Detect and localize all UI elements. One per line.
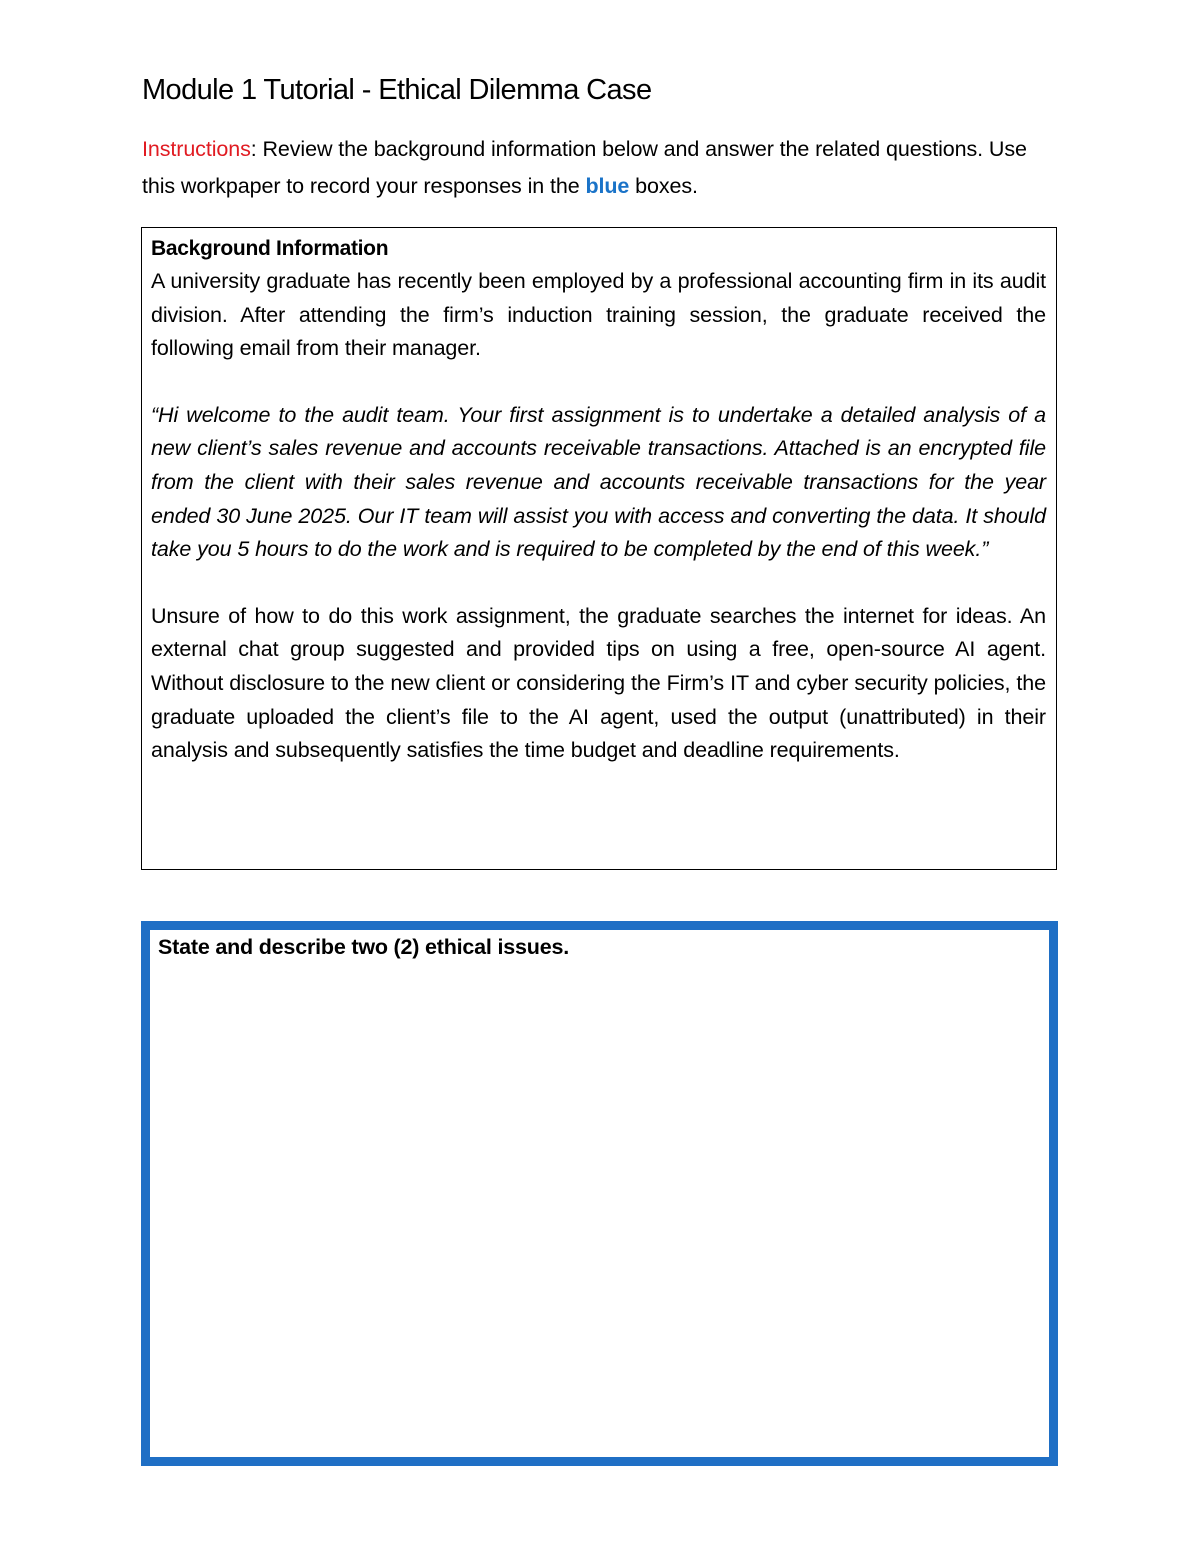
instructions-label: Instructions — [142, 137, 251, 161]
instructions-text-end: boxes. — [629, 174, 698, 198]
page-title: Module 1 Tutorial - Ethical Dilemma Case — [142, 74, 652, 106]
instructions-colon: : — [250, 137, 257, 161]
background-heading: Background Information — [151, 237, 389, 260]
manager-email-quote: “Hi welcome to the audit team. Your first assignment is to undertake a detailed analysis of a new client’s sales revenue and accounts receivable transactions. Attached is an encrypted file from the client with their sales revenue and accounts receivable transactions for the year ended 30 June 2025. Our IT team will assist you with access and converting the data. It should take you 5 hours to do the work and is required to be completed by the end of this week.” — [151, 402, 1046, 562]
answer-box-question: State and describe two (2) ethical issues. — [158, 935, 569, 959]
instructions-text: Review the background information below and answer the related questions. Use this workpaper to record your responses in the — [142, 137, 1027, 198]
instructions-blue-word: blue — [585, 174, 630, 198]
background-paragraph-3: Unsure of how to do this work assignment, the graduate searches the internet for ideas. An external chat group suggested and provided tips on using a free, open-source AI agent. Without disclosure to the new client or considering the Firm’s IT and cyber security policies, the graduate uploaded the client’s file to the AI agent, used the output (unattributed) in their analysis and subsequently satisfies the time budget and deadline requirements. — [151, 603, 1046, 763]
background-information-box — [141, 227, 1057, 870]
background-paragraph-1: A university graduate has recently been employed by a professional accounting firm in its audit division. After attending the firm’s induction training session, the graduate received the following email from their manager. — [151, 269, 1046, 361]
answer-box[interactable] — [141, 921, 1058, 1466]
instructions — [142, 131, 1042, 205]
